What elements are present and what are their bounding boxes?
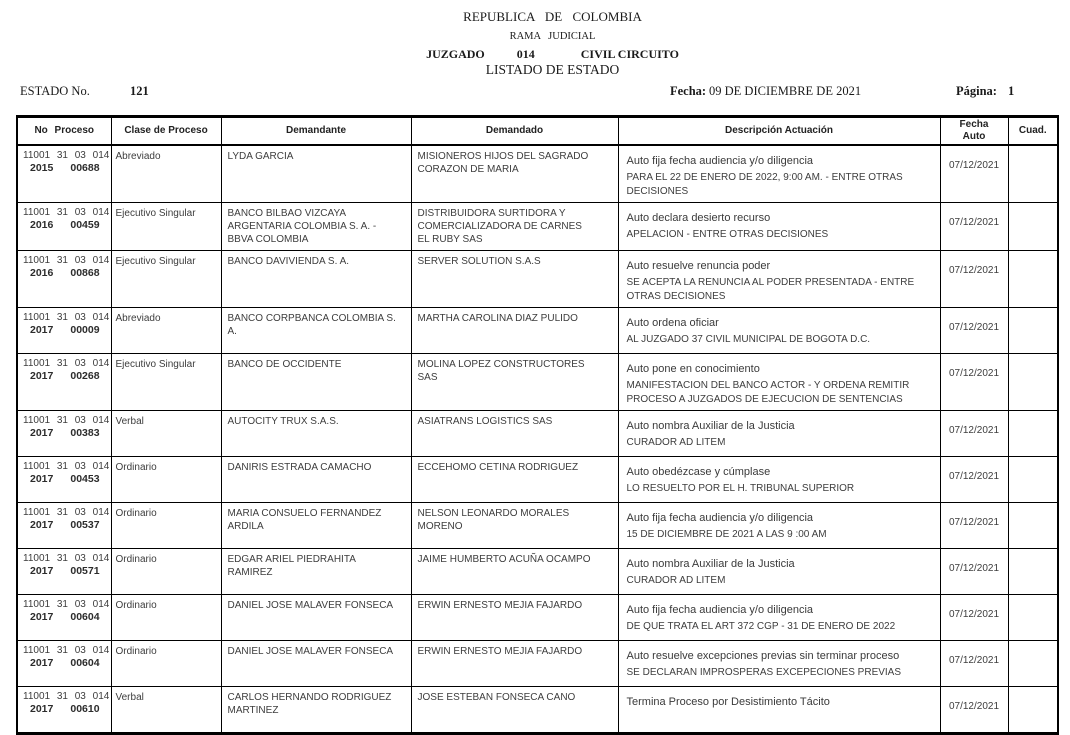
proceso-radicado: 11001 31 03 014	[23, 599, 110, 610]
table-row	[17, 145, 1058, 203]
fecha-auto-cell: 07/12/2021	[940, 595, 1008, 641]
proceso-expediente	[23, 427, 109, 440]
proceso-year: 2017	[30, 427, 54, 439]
cuad-cell	[1008, 411, 1058, 457]
descripcion-cell	[618, 411, 940, 457]
proceso-year: 2017	[30, 657, 54, 669]
demandado-cell: MISIONEROS HIJOS DEL SAGRADO CORAZON DE MARIA	[411, 145, 618, 203]
proceso-number: 00868	[70, 267, 100, 279]
clase-proceso-cell: Ejecutivo Singular	[111, 251, 221, 308]
descripcion-detalle: CURADOR AD LITEM	[626, 575, 726, 586]
proceso-radicado: 11001 31 03 014	[23, 358, 110, 369]
table-row	[17, 354, 1058, 411]
cuad-cell	[1008, 641, 1058, 687]
demandante-cell: EDGAR ARIEL PIEDRAHITA RAMIREZ	[221, 549, 411, 595]
proceso-expediente	[23, 519, 109, 532]
descripcion-cell	[618, 687, 940, 734]
col-header-clase: Clase de Proceso	[111, 117, 221, 146]
demandante-cell: BANCO BILBAO VIZCAYA ARGENTARIA COLOMBIA S. A. - BBVA COLOMBIA	[221, 203, 411, 251]
proceso-number: 00453	[70, 473, 100, 485]
cuad-cell	[1008, 595, 1058, 641]
table-header-row	[17, 117, 1058, 146]
fecha-auto-cell: 07/12/2021	[940, 641, 1008, 687]
descripcion-cell	[618, 503, 940, 549]
descripcion-detalle: SE DECLARAN IMPROSPERAS EXCEPECIONES PREVIAS	[626, 667, 902, 678]
fecha-label: Fecha:	[670, 84, 707, 98]
descripcion-titulo: Auto pone en conocimiento	[626, 363, 760, 375]
proceso-cell	[17, 203, 111, 251]
descripcion-cell	[618, 457, 940, 503]
cuad-cell	[1008, 251, 1058, 308]
info-row	[0, 84, 1070, 102]
proceso-expediente	[23, 162, 109, 175]
proceso-number: 00604	[70, 611, 100, 623]
proceso-expediente	[23, 703, 109, 716]
descripcion-titulo: Auto fija fecha audiencia y/o diligencia	[626, 512, 814, 524]
cuad-cell	[1008, 203, 1058, 251]
cuad-cell	[1008, 503, 1058, 549]
col-header-demandante: Demandante	[221, 117, 411, 146]
proceso-expediente	[23, 565, 109, 578]
fecha-auto-cell: 07/12/2021	[940, 203, 1008, 251]
demandado-cell: SERVER SOLUTION S.A.S	[411, 251, 618, 308]
descripcion-cell	[618, 145, 940, 203]
descripcion-titulo: Auto ordena oficiar	[626, 317, 719, 329]
clase-proceso-cell: Verbal	[111, 687, 221, 734]
clase-proceso-cell: Ordinario	[111, 503, 221, 549]
descripcion-titulo: Auto fija fecha audiencia y/o diligencia	[626, 604, 814, 616]
demandado-cell: ERWIN ERNESTO MEJIA FAJARDO	[411, 641, 618, 687]
descripcion-detalle: APELACION - ENTRE OTRAS DECISIONES	[626, 229, 829, 240]
cuad-cell	[1008, 457, 1058, 503]
demandante-cell: DANIEL JOSE MALAVER FONSECA	[221, 595, 411, 641]
clase-proceso-cell: Ordinario	[111, 641, 221, 687]
table-row	[17, 641, 1058, 687]
proceso-radicado: 11001 31 03 014	[23, 312, 110, 323]
fecha-auto-cell: 07/12/2021	[940, 503, 1008, 549]
clase-proceso-cell: Verbal	[111, 411, 221, 457]
juzgado-number: 014	[516, 47, 535, 61]
demandado-cell: ASIATRANS LOGISTICS SAS	[411, 411, 618, 457]
estado-no-value: 121	[130, 84, 149, 98]
proceso-number: 00610	[70, 703, 100, 715]
demandado-cell: NELSON LEONARDO MORALES MORENO	[411, 503, 618, 549]
descripcion-cell	[618, 354, 940, 411]
clase-proceso-cell: Ordinario	[111, 457, 221, 503]
proceso-cell	[17, 595, 111, 641]
clase-proceso-cell: Abreviado	[111, 308, 221, 354]
table-row	[17, 203, 1058, 251]
descripcion-detalle: 15 DE DICIEMBRE DE 2021 A LAS 9 :00 AM	[626, 529, 827, 540]
descripcion-detalle: CURADOR AD LITEM	[626, 437, 726, 448]
col-header-cuad: Cuad.	[1008, 117, 1058, 146]
fecha-auto-cell: 07/12/2021	[940, 457, 1008, 503]
descripcion-cell	[618, 251, 940, 308]
fecha-value: 09 DE DICIEMBRE DE 2021	[709, 84, 862, 98]
table-row	[17, 503, 1058, 549]
descripcion-titulo: Termina Proceso por Desistimiento Tácito	[626, 696, 830, 708]
descripcion-cell	[618, 203, 940, 251]
demandante-cell: AUTOCITY TRUX S.A.S.	[221, 411, 411, 457]
proceso-cell	[17, 411, 111, 457]
proceso-radicado: 11001 31 03 014	[23, 207, 110, 218]
proceso-year: 2017	[30, 519, 54, 531]
table-row	[17, 308, 1058, 354]
descripcion-cell	[618, 595, 940, 641]
proceso-radicado: 11001 31 03 014	[23, 691, 110, 702]
fecha-auto-cell: 07/12/2021	[940, 145, 1008, 203]
juzgado-label: JUZGADO	[426, 47, 485, 61]
demandado-cell: MOLINA LOPEZ CONSTRUCTORES SAS	[411, 354, 618, 411]
demandante-cell: BANCO DAVIVIENDA S. A.	[221, 251, 411, 308]
fecha-auto-cell: 07/12/2021	[940, 354, 1008, 411]
table-row	[17, 549, 1058, 595]
header-republica: REPUBLICA DE COLOMBIA	[463, 9, 642, 24]
juzgado-suffix: CIVIL CIRCUITO	[580, 47, 679, 61]
proceso-number: 00604	[70, 657, 100, 669]
table-row	[17, 411, 1058, 457]
col-header-fecha-auto: Fecha Auto	[940, 117, 1008, 146]
proceso-radicado: 11001 31 03 014	[23, 553, 110, 564]
fecha-auto-cell: 07/12/2021	[940, 549, 1008, 595]
proceso-cell	[17, 251, 111, 308]
clase-proceso-cell: Ordinario	[111, 549, 221, 595]
descripcion-cell	[618, 641, 940, 687]
demandado-cell: MARTHA CAROLINA DIAZ PULIDO	[411, 308, 618, 354]
proceso-expediente	[23, 611, 109, 624]
demandado-cell: JAIME HUMBERTO ACUÑA OCAMPO	[411, 549, 618, 595]
demandado-cell: JOSE ESTEBAN FONSECA CANO	[411, 687, 618, 734]
table-body	[17, 145, 1058, 734]
header-listado-de-estado: LISTADO DE ESTADO	[485, 62, 620, 77]
proceso-year: 2015	[30, 162, 54, 174]
proceso-radicado: 11001 31 03 014	[23, 461, 110, 472]
proceso-expediente	[23, 267, 109, 280]
demandado-cell: ERWIN ERNESTO MEJIA FAJARDO	[411, 595, 618, 641]
fecha-auto-cell: 07/12/2021	[940, 687, 1008, 734]
descripcion-titulo: Auto obedézcase y cúmplase	[626, 466, 771, 478]
descripcion-detalle: MANIFESTACION DEL BANCO ACTOR - Y ORDENA REMITIR PROCESO A JUZGADOS DE EJECUCION DE SENTENCIAS	[626, 380, 913, 405]
proceso-cell	[17, 687, 111, 734]
descripcion-detalle: SE ACEPTA LA RENUNCIA AL PODER PRESENTADA - ENTRE OTRAS DECISIONES	[626, 277, 917, 302]
cuad-cell	[1008, 308, 1058, 354]
col-header-no-proceso: No Proceso	[17, 117, 111, 146]
clase-proceso-cell: Ejecutivo Singular	[111, 354, 221, 411]
estado-table	[16, 115, 1059, 735]
proceso-year: 2017	[30, 473, 54, 485]
proceso-cell	[17, 457, 111, 503]
document-header	[35, 9, 1070, 78]
proceso-year: 2016	[30, 267, 54, 279]
fecha-auto-cell: 07/12/2021	[940, 411, 1008, 457]
table-row	[17, 457, 1058, 503]
descripcion-cell	[618, 549, 940, 595]
demandante-cell: CARLOS HERNANDO RODRIGUEZ MARTINEZ	[221, 687, 411, 734]
descripcion-detalle: AL JUZGADO 37 CIVIL MUNICIPAL DE BOGOTA D.C.	[626, 334, 871, 345]
fecha-auto-cell: 07/12/2021	[940, 251, 1008, 308]
proceso-number: 00571	[70, 565, 100, 577]
proceso-cell	[17, 354, 111, 411]
proceso-cell	[17, 641, 111, 687]
proceso-expediente	[23, 657, 109, 670]
proceso-radicado: 11001 31 03 014	[23, 645, 110, 656]
descripcion-detalle: DE QUE TRATA EL ART 372 CGP - 31 DE ENERO DE 2022	[626, 621, 896, 632]
pagina-value: 1	[1008, 84, 1015, 98]
fecha-auto-cell: 07/12/2021	[940, 308, 1008, 354]
clase-proceso-cell: Ejecutivo Singular	[111, 203, 221, 251]
table-row	[17, 595, 1058, 641]
cuad-cell	[1008, 687, 1058, 734]
demandado-cell: DISTRIBUIDORA SURTIDORA Y COMERCIALIZADORA DE CARNES EL RUBY SAS	[411, 203, 618, 251]
proceso-number: 00688	[70, 162, 100, 174]
cuad-cell	[1008, 549, 1058, 595]
proceso-year: 2017	[30, 324, 54, 336]
demandante-cell: BANCO CORPBANCA COLOMBIA S. A.	[221, 308, 411, 354]
clase-proceso-cell: Abreviado	[111, 145, 221, 203]
demandado-cell: ECCEHOMO CETINA RODRIGUEZ	[411, 457, 618, 503]
proceso-cell	[17, 503, 111, 549]
proceso-number: 00537	[70, 519, 100, 531]
proceso-radicado: 11001 31 03 014	[23, 415, 110, 426]
proceso-number: 00268	[70, 370, 100, 382]
proceso-year: 2016	[30, 219, 54, 231]
demandante-cell: DANIEL JOSE MALAVER FONSECA	[221, 641, 411, 687]
proceso-cell	[17, 308, 111, 354]
header-juzgado-line	[35, 47, 1070, 62]
proceso-expediente	[23, 324, 109, 337]
proceso-expediente	[23, 219, 109, 232]
demandante-cell: LYDA GARCIA	[221, 145, 411, 203]
col-header-demandado: Demandado	[411, 117, 618, 146]
proceso-radicado: 11001 31 03 014	[23, 507, 110, 518]
proceso-number: 00009	[70, 324, 100, 336]
cuad-cell	[1008, 354, 1058, 411]
proceso-number: 00383	[70, 427, 100, 439]
descripcion-detalle: PARA EL 22 DE ENERO DE 2022, 9:00 AM. - ENTRE OTRAS DECISIONES	[626, 172, 906, 197]
proceso-cell	[17, 145, 111, 203]
proceso-year: 2017	[30, 703, 54, 715]
proceso-radicado: 11001 31 03 014	[23, 255, 110, 266]
proceso-cell	[17, 549, 111, 595]
descripcion-titulo: Auto declara desierto recurso	[626, 212, 771, 224]
descripcion-titulo: Auto nombra Auxiliar de la Justicia	[626, 420, 795, 432]
proceso-radicado: 11001 31 03 014	[23, 150, 110, 161]
clase-proceso-cell: Ordinario	[111, 595, 221, 641]
proceso-year: 2017	[30, 611, 54, 623]
demandante-cell: DANIRIS ESTRADA CAMACHO	[221, 457, 411, 503]
proceso-expediente	[23, 370, 109, 383]
estado-no-label: ESTADO No.	[20, 84, 90, 98]
descripcion-titulo: Auto resuelve excepciones previas sin terminar proceso	[626, 650, 900, 662]
proceso-expediente	[23, 473, 109, 486]
demandante-cell: MARIA CONSUELO FERNANDEZ ARDILA	[221, 503, 411, 549]
descripcion-detalle: LO RESUELTO POR EL H. TRIBUNAL SUPERIOR	[626, 483, 855, 494]
proceso-number: 00459	[70, 219, 100, 231]
descripcion-titulo: Auto resuelve renuncia poder	[626, 260, 771, 272]
header-rama-judicial: RAMA JUDICIAL	[509, 31, 596, 42]
proceso-year: 2017	[30, 370, 54, 382]
col-header-descripcion: Descripción Actuación	[618, 117, 940, 146]
cuad-cell	[1008, 145, 1058, 203]
demandante-cell: BANCO DE OCCIDENTE	[221, 354, 411, 411]
table-row	[17, 251, 1058, 308]
descripcion-titulo: Auto nombra Auxiliar de la Justicia	[626, 558, 795, 570]
descripcion-titulo: Auto fija fecha audiencia y/o diligencia	[626, 155, 814, 167]
table-row	[17, 687, 1058, 734]
pagina-label: Página:	[956, 84, 997, 98]
proceso-year: 2017	[30, 565, 54, 577]
descripcion-cell	[618, 308, 940, 354]
